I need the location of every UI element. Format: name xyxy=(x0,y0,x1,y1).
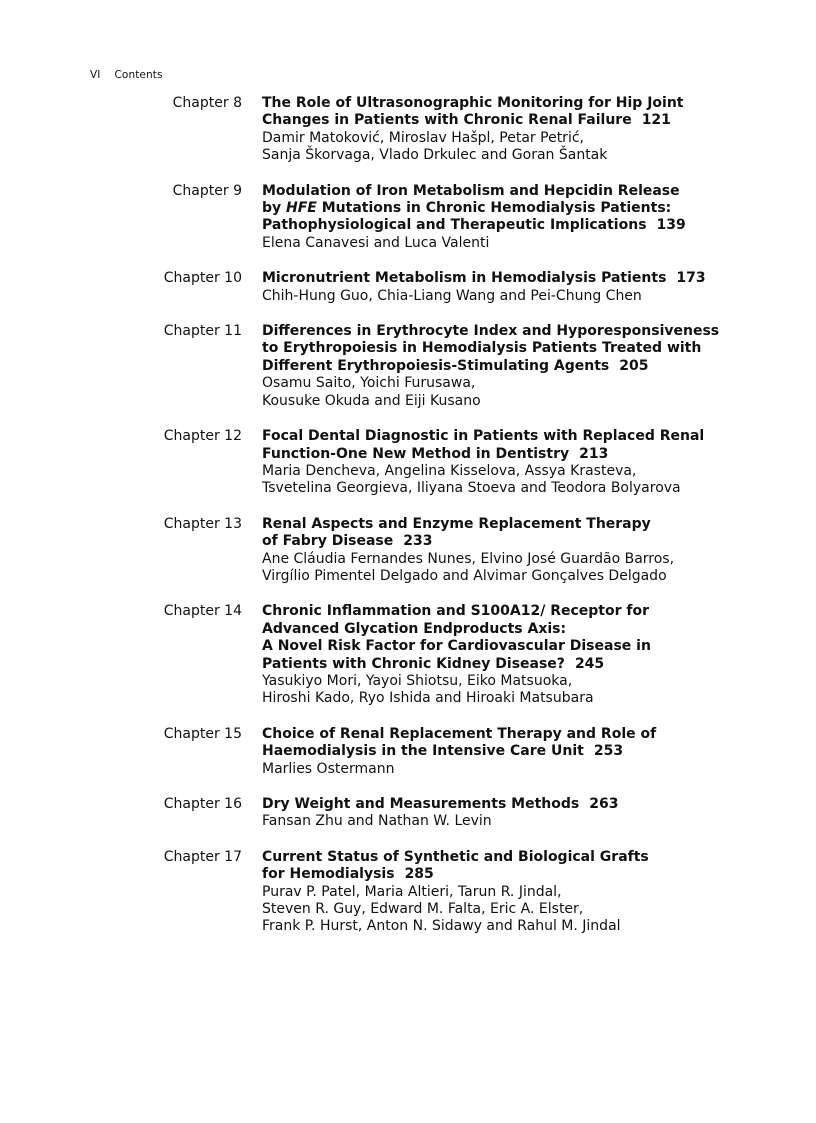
chapter-title-line: Renal Aspects and Enzyme Replacement Therapy xyxy=(262,515,651,532)
chapter-number: Chapter 9 xyxy=(172,182,242,199)
page-folio: VI xyxy=(90,69,101,81)
author-line: Osamu Saito, Yoichi Furusawa, xyxy=(262,375,476,392)
toc-entry-body xyxy=(262,849,702,936)
toc-entry-chapter-10 xyxy=(0,270,816,305)
chapter-title-text: Mutations in Chronic Hemodialysis Patients: xyxy=(316,200,672,217)
chapter-title-line xyxy=(262,796,702,813)
page-number: 121 xyxy=(641,112,671,129)
chapter-title-line: Chronic Inflammation and S100A12/ Receptor for xyxy=(262,603,649,620)
author-line: Purav P. Patel, Maria Altieri, Tarun R. Jindal, xyxy=(262,883,562,900)
author-line: Damir Matoković, Miroslav Hašpl, Petar Petrić, xyxy=(262,129,584,146)
chapter-title-line: The Role of Ultrasonographic Monitoring for Hip Joint xyxy=(262,95,684,111)
chapter-title-line xyxy=(262,112,702,129)
toc-entry-chapter-13 xyxy=(0,516,816,586)
chapter-title-line xyxy=(262,217,702,234)
chapter-title-text: by xyxy=(262,200,287,217)
author-line: Kousuke Okuda and Eiji Kusano xyxy=(262,392,481,409)
running-head-title: Contents xyxy=(114,69,163,81)
toc-entry-body xyxy=(262,183,702,253)
chapter-number: Chapter 17 xyxy=(163,848,242,865)
chapter-title-line xyxy=(262,200,702,217)
toc-entry-body xyxy=(262,516,702,586)
chapter-title-text: Micronutrient Metabolism in Hemodialysis Patients xyxy=(262,270,667,287)
toc-entry-chapter-14 xyxy=(0,603,816,707)
toc-entry-body xyxy=(262,428,705,498)
author-line: Marlies Ostermann xyxy=(262,760,395,777)
author-line: Chih-Hung Guo, Chia-Liang Wang and Pei-Chung Chen xyxy=(262,287,642,304)
chapter-title-line: Current Status of Synthetic and Biological Grafts xyxy=(262,848,649,865)
author-line: Frank P. Hurst, Anton N. Sidawy and Rahul M. Jindal xyxy=(262,918,621,935)
author-line: Hiroshi Kado, Ryo Ishida and Hiroaki Matsubara xyxy=(262,690,594,707)
chapter-title-text: Changes in Patients with Chronic Renal Failure xyxy=(262,112,632,129)
toc-entry-chapter-15 xyxy=(0,726,816,778)
chapter-number: Chapter 14 xyxy=(163,603,242,620)
chapter-title-line xyxy=(262,743,702,760)
toc-entry-chapter-11 xyxy=(0,323,816,410)
chapter-number: Chapter 8 xyxy=(172,95,242,111)
chapter-title-line xyxy=(262,358,702,375)
toc-entry-body xyxy=(262,796,702,831)
toc-entry-body xyxy=(262,95,702,165)
toc-entry-chapter-9 xyxy=(0,183,816,253)
chapter-title-line xyxy=(262,533,702,550)
chapter-title-text: Function-One New Method in Dentistry xyxy=(262,445,570,462)
author-line: Fansan Zhu and Nathan W. Levin xyxy=(262,813,492,830)
chapter-title-line xyxy=(262,446,702,463)
page-number: 173 xyxy=(676,270,706,287)
chapter-title-text: Haemodialysis in the Intensive Care Unit xyxy=(262,743,584,760)
author-line: Yasukiyo Mori, Yayoi Shiotsu, Eiko Matsuoka, xyxy=(262,672,573,689)
chapter-title-line: Modulation of Iron Metabolism and Hepcidin Release xyxy=(262,182,680,199)
author-line: Ane Cláudia Fernandes Nunes, Elvino José Guardão Barros, xyxy=(262,550,675,567)
toc-entry-chapter-12 xyxy=(0,428,816,498)
chapter-title-line xyxy=(262,270,706,287)
chapter-title-line xyxy=(262,656,702,673)
chapter-title-line: Advanced Glycation Endproducts Axis: xyxy=(262,620,567,637)
chapter-title-text: Dry Weight and Measurements Methods xyxy=(262,796,580,812)
chapter-number: Chapter 12 xyxy=(163,428,242,445)
toc-entry-body xyxy=(262,323,720,410)
chapter-title-text: Pathophysiological and Therapeutic Implications xyxy=(262,217,647,234)
chapter-number: Chapter 10 xyxy=(163,270,242,287)
table-of-contents xyxy=(0,95,816,954)
author-line: Virgílio Pimentel Delgado and Alvimar Gonçalves Delgado xyxy=(262,567,667,584)
chapter-title-line: A Novel Risk Factor for Cardiovascular Disease in xyxy=(262,638,651,655)
chapter-number: Chapter 13 xyxy=(163,515,242,532)
author-line: Elena Canavesi and Luca Valenti xyxy=(262,234,490,251)
chapter-title-line xyxy=(262,866,702,883)
chapter-title-text: Different Erythropoiesis-Stimulating Agents xyxy=(262,357,610,374)
toc-entry-body xyxy=(262,603,702,707)
toc-entry-chapter-16 xyxy=(0,796,816,831)
chapter-title-line: Focal Dental Diagnostic in Patients with Replaced Renal xyxy=(262,428,705,445)
page-number: 263 xyxy=(589,796,619,812)
page-number: 205 xyxy=(619,357,649,374)
running-head xyxy=(90,69,163,81)
chapter-title-text: for Hemodialysis xyxy=(262,866,395,883)
chapter-title-line: Differences in Erythrocyte Index and Hyporesponsiveness xyxy=(262,323,720,340)
author-line: Steven R. Guy, Edward M. Falta, Eric A. Elster, xyxy=(262,901,584,918)
page-number: 139 xyxy=(656,217,686,234)
chapter-number: Chapter 15 xyxy=(163,725,242,742)
chapter-title-text: Patients with Chronic Kidney Disease? xyxy=(262,655,565,672)
toc-entry-body xyxy=(262,726,702,778)
toc-entry-chapter-8 xyxy=(0,95,816,165)
page-number: 245 xyxy=(574,655,605,672)
page-number: 253 xyxy=(593,743,624,760)
chapter-title-line: to Erythropoiesis in Hemodialysis Patients Treated with xyxy=(262,340,702,357)
toc-entry-chapter-17 xyxy=(0,849,816,936)
author-line: Tsvetelina Georgieva, Iliyana Stoeva and Teodora Bolyarova xyxy=(262,480,681,497)
toc-entry-body xyxy=(262,270,706,305)
page-number: 233 xyxy=(403,533,433,550)
chapter-number: Chapter 11 xyxy=(163,323,242,340)
author-line: Sanja Škorvaga, Vlado Drkulec and Goran Šantak xyxy=(262,147,608,164)
chapter-number: Chapter 16 xyxy=(163,796,242,812)
gene-name-italic: HFE xyxy=(286,200,317,217)
page-number: 285 xyxy=(404,866,434,883)
chapter-title-line: Choice of Renal Replacement Therapy and Role of xyxy=(262,725,657,742)
author-line: Maria Dencheva, Angelina Kisselova, Assya Krasteva, xyxy=(262,462,637,479)
chapter-title-text: of Fabry Disease xyxy=(262,533,394,550)
page-number: 213 xyxy=(579,445,609,462)
